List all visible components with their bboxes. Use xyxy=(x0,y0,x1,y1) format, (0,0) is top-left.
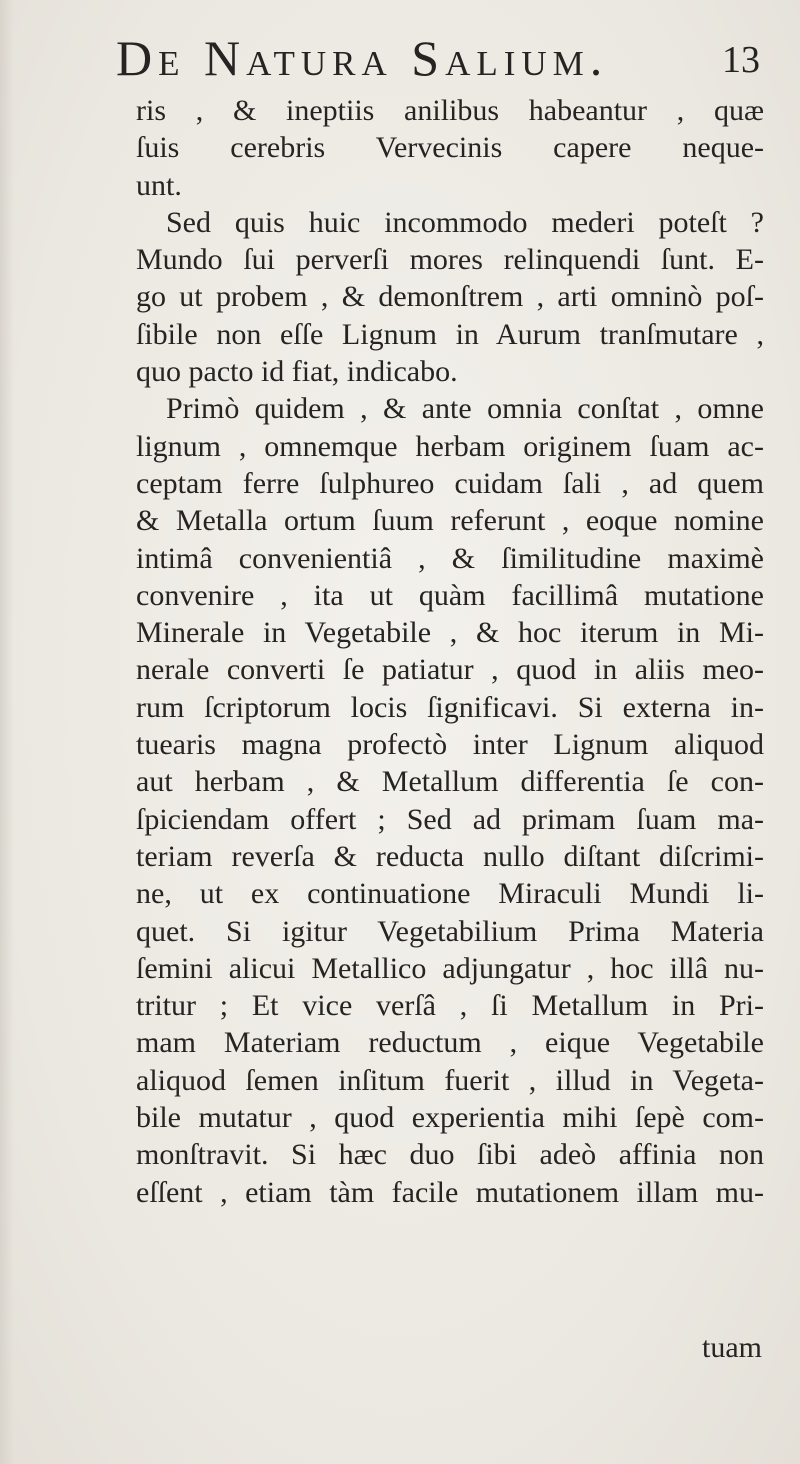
text-line: lignum , omnemque herbam originem ſuam ac- xyxy=(136,429,764,463)
text-line: Sed quis huic incommodo mederi poteſt ? xyxy=(166,205,764,239)
text-line: tuearis magna profectò inter Lignum aliquod xyxy=(136,728,764,762)
page-number: 13 xyxy=(722,39,760,81)
text-line: teriam reverſa & reducta nullo diſtant diſcrimi- xyxy=(136,839,764,873)
catchword: tuam xyxy=(702,1331,762,1364)
text-line: ris , & ineptiis anilibus habeantur , quæ xyxy=(136,94,764,127)
page-edge-shadow xyxy=(0,0,14,1464)
text-line: unt. xyxy=(136,168,182,202)
text-line: Mundo ſui perverſi mores relinquendi ſunt. E- xyxy=(136,243,764,277)
running-title: De Natura Salium. xyxy=(116,30,609,86)
text-line: bile mutatur , quod experientia mihi ſepè com- xyxy=(136,1101,764,1135)
text-line: aliquod ſemen inſitum fuerit , illud in Vegeta- xyxy=(136,1063,764,1097)
text-line: quo pacto id fiat, indicabo. xyxy=(136,355,458,389)
text-line: tritur ; Et vice verſâ , ſi Metallum in Pri- xyxy=(136,989,764,1023)
text-line: intimâ convenientiâ , & ſimilitudine maximè xyxy=(136,541,764,575)
text-line: ſpiciendam offert ; Sed ad primam ſuam ma- xyxy=(136,802,764,836)
text-line: ne, ut ex continuatione Miraculi Mundi li- xyxy=(136,877,764,911)
text-line: aut herbam , & Metallum differentia ſe con- xyxy=(136,765,764,799)
text-line: Minerale in Vegetabile , & hoc iterum in Mi- xyxy=(136,616,764,650)
text-line: ſuis cerebris Vervecinis capere neque- xyxy=(136,131,764,165)
text-line: ceptam ferre ſulphureo cuidam ſali , ad quem xyxy=(136,466,764,500)
text-line: quet. Si igitur Vegetabilium Prima Materia xyxy=(136,914,764,948)
text-line: nerale converti ſe patiatur , quod in aliis meo- xyxy=(136,653,764,687)
text-line: ſemini alicui Metallico adjungatur , hoc illâ nu- xyxy=(136,951,764,985)
page-header xyxy=(108,30,768,86)
text-line: ſibile non eſſe Lignum in Aurum tranſmutare , xyxy=(136,317,764,351)
text-line: go ut probem , & demonſtrem , arti omninò poſ- xyxy=(136,280,764,314)
text-line: convenire , ita ut quàm facillimâ mutatione xyxy=(136,578,764,612)
text-line: monſtravit. Si hæc duo ſibi adeò affinia non xyxy=(136,1138,764,1172)
text-line: mam Materiam reductum , eique Vegetabile xyxy=(136,1026,764,1060)
body-text xyxy=(136,92,764,1211)
text-line: rum ſcriptorum locis ſignificavi. Si externa in- xyxy=(136,690,764,724)
text-line: eſſent , etiam tàm facile mutationem illam mu- xyxy=(136,1175,764,1209)
text-line: Primò quidem , & ante omnia conſtat , omne xyxy=(166,392,764,426)
text-line: & Metalla ortum ſuum referunt , eoque nomine xyxy=(136,504,764,538)
